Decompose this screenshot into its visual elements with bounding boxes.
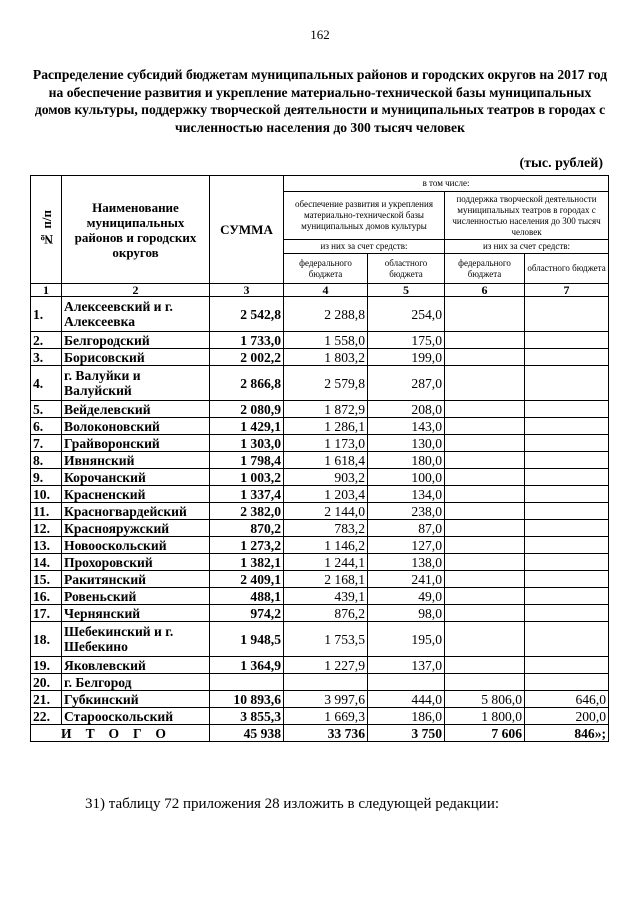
total-sum: 45 938 bbox=[210, 725, 284, 742]
row-regional-1: 180,0 bbox=[368, 452, 445, 469]
header-group-culture-houses: обеспечение развития и укрепления материально-технической базы муниципальных домов культуры bbox=[284, 192, 445, 240]
total-row bbox=[31, 725, 609, 742]
column-index: 7 bbox=[525, 284, 609, 297]
row-regional-2 bbox=[525, 452, 609, 469]
header-group-theatres: поддержка творческой деятельности муниципальных театров в городах с численностью населения до 300 тысяч человек bbox=[445, 192, 609, 240]
row-federal-1: 1 803,2 bbox=[284, 349, 368, 366]
row-federal-2 bbox=[445, 435, 525, 452]
row-federal-1: 1 558,0 bbox=[284, 332, 368, 349]
row-name: Белгородский bbox=[62, 332, 210, 349]
header-sources-1: из них за счет средств: bbox=[284, 240, 445, 254]
header-federal-1: федерального бюджета bbox=[284, 254, 368, 284]
row-regional-2 bbox=[525, 605, 609, 622]
row-regional-1 bbox=[368, 674, 445, 691]
row-number: 1. bbox=[31, 297, 62, 332]
row-number: 9. bbox=[31, 469, 62, 486]
row-regional-1: 287,0 bbox=[368, 366, 445, 401]
subsidy-table bbox=[30, 175, 609, 742]
row-sum: 2 866,8 bbox=[210, 366, 284, 401]
row-federal-2 bbox=[445, 349, 525, 366]
row-federal-1: 1 286,1 bbox=[284, 418, 368, 435]
row-regional-2 bbox=[525, 297, 609, 332]
column-index: 5 bbox=[368, 284, 445, 297]
row-sum: 1 382,1 bbox=[210, 554, 284, 571]
row-regional-2 bbox=[525, 622, 609, 657]
row-federal-2: 1 800,0 bbox=[445, 708, 525, 725]
row-federal-1: 1 203,4 bbox=[284, 486, 368, 503]
row-name: Губкинский bbox=[62, 691, 210, 708]
row-federal-1: 1 173,0 bbox=[284, 435, 368, 452]
table-row bbox=[31, 297, 609, 332]
row-federal-1 bbox=[284, 674, 368, 691]
row-number: 14. bbox=[31, 554, 62, 571]
table-row bbox=[31, 554, 609, 571]
document-title: Распределение субсидий бюджетам муниципальных районов и городских округов на 2017 год на обеспечение развития и укрепление материально-технической базы муниципальных домов культуры, поддержку творческой деятельности и муниципальных театров в городах с численностью населения до 300 тысяч человек bbox=[32, 67, 608, 135]
row-federal-2 bbox=[445, 605, 525, 622]
row-federal-2 bbox=[445, 588, 525, 605]
row-federal-2 bbox=[445, 418, 525, 435]
row-federal-2 bbox=[445, 486, 525, 503]
row-federal-2 bbox=[445, 674, 525, 691]
row-regional-2 bbox=[525, 435, 609, 452]
table-row bbox=[31, 469, 609, 486]
table-row bbox=[31, 349, 609, 366]
row-name: Чернянский bbox=[62, 605, 210, 622]
row-federal-2 bbox=[445, 571, 525, 588]
table-row bbox=[31, 435, 609, 452]
total-regional-1: 3 750 bbox=[368, 725, 445, 742]
row-regional-2: 200,0 bbox=[525, 708, 609, 725]
row-federal-1: 2 288,8 bbox=[284, 297, 368, 332]
table-row bbox=[31, 674, 609, 691]
row-sum: 1 798,4 bbox=[210, 452, 284, 469]
row-regional-1: 208,0 bbox=[368, 401, 445, 418]
row-regional-2 bbox=[525, 469, 609, 486]
table-row bbox=[31, 332, 609, 349]
row-name: Ровеньский bbox=[62, 588, 210, 605]
row-regional-1: 134,0 bbox=[368, 486, 445, 503]
row-regional-1: 238,0 bbox=[368, 503, 445, 520]
row-federal-2 bbox=[445, 503, 525, 520]
table-row bbox=[31, 452, 609, 469]
row-regional-2 bbox=[525, 537, 609, 554]
row-federal-1: 783,2 bbox=[284, 520, 368, 537]
row-federal-1: 439,1 bbox=[284, 588, 368, 605]
row-number: 22. bbox=[31, 708, 62, 725]
row-regional-2 bbox=[525, 571, 609, 588]
row-federal-1: 3 997,6 bbox=[284, 691, 368, 708]
row-regional-2 bbox=[525, 588, 609, 605]
column-index: 4 bbox=[284, 284, 368, 297]
row-federal-2 bbox=[445, 297, 525, 332]
row-sum: 1 273,2 bbox=[210, 537, 284, 554]
row-name: Алексеевский и г. Алексеевка bbox=[62, 297, 210, 332]
row-federal-1: 2 579,8 bbox=[284, 366, 368, 401]
row-number: 12. bbox=[31, 520, 62, 537]
row-regional-2 bbox=[525, 418, 609, 435]
row-regional-2 bbox=[525, 674, 609, 691]
table-row bbox=[31, 605, 609, 622]
row-sum: 2 080,9 bbox=[210, 401, 284, 418]
row-sum: 1 429,1 bbox=[210, 418, 284, 435]
row-regional-2 bbox=[525, 349, 609, 366]
row-regional-2 bbox=[525, 554, 609, 571]
row-number: 20. bbox=[31, 674, 62, 691]
total-regional-2: 846»; bbox=[525, 725, 609, 742]
row-federal-1: 2 168,1 bbox=[284, 571, 368, 588]
row-federal-1: 876,2 bbox=[284, 605, 368, 622]
header-sources-2: из них за счет средств: bbox=[445, 240, 609, 254]
row-regional-1: 137,0 bbox=[368, 657, 445, 674]
header-including: в том числе: bbox=[284, 176, 609, 192]
row-regional-2 bbox=[525, 401, 609, 418]
row-federal-1: 1 146,2 bbox=[284, 537, 368, 554]
row-number: 11. bbox=[31, 503, 62, 520]
row-regional-2 bbox=[525, 520, 609, 537]
header-sum: СУММА bbox=[210, 176, 284, 284]
row-name: Вейделевский bbox=[62, 401, 210, 418]
row-number: 15. bbox=[31, 571, 62, 588]
row-regional-2 bbox=[525, 366, 609, 401]
header-number: № п/п bbox=[31, 176, 62, 284]
row-number: 10. bbox=[31, 486, 62, 503]
row-federal-2 bbox=[445, 537, 525, 554]
row-federal-1: 903,2 bbox=[284, 469, 368, 486]
row-number: 18. bbox=[31, 622, 62, 657]
total-label: ИТОГО bbox=[31, 725, 210, 742]
row-number: 2. bbox=[31, 332, 62, 349]
row-number: 5. bbox=[31, 401, 62, 418]
row-name: Корочанский bbox=[62, 469, 210, 486]
row-regional-1: 87,0 bbox=[368, 520, 445, 537]
header-federal-2: федерального бюджета bbox=[445, 254, 525, 284]
row-federal-1: 1 244,1 bbox=[284, 554, 368, 571]
row-sum: 2 382,0 bbox=[210, 503, 284, 520]
row-name: Старооскольский bbox=[62, 708, 210, 725]
table-row bbox=[31, 418, 609, 435]
table-row bbox=[31, 708, 609, 725]
row-federal-2 bbox=[445, 657, 525, 674]
column-index: 6 bbox=[445, 284, 525, 297]
row-name: Волоконовский bbox=[62, 418, 210, 435]
row-federal-1: 2 144,0 bbox=[284, 503, 368, 520]
table-row bbox=[31, 503, 609, 520]
row-sum: 2 542,8 bbox=[210, 297, 284, 332]
row-sum: 1 337,4 bbox=[210, 486, 284, 503]
row-name: Борисовский bbox=[62, 349, 210, 366]
row-federal-1: 1 872,9 bbox=[284, 401, 368, 418]
table-row bbox=[31, 401, 609, 418]
row-sum: 488,1 bbox=[210, 588, 284, 605]
table-row bbox=[31, 520, 609, 537]
row-regional-2 bbox=[525, 486, 609, 503]
row-number: 6. bbox=[31, 418, 62, 435]
page-number: 162 bbox=[310, 27, 330, 42]
row-name: Прохоровский bbox=[62, 554, 210, 571]
row-regional-2: 646,0 bbox=[525, 691, 609, 708]
row-regional-2 bbox=[525, 657, 609, 674]
row-sum: 10 893,6 bbox=[210, 691, 284, 708]
row-federal-2 bbox=[445, 332, 525, 349]
row-name: Красненский bbox=[62, 486, 210, 503]
row-name: Ракитянский bbox=[62, 571, 210, 588]
row-regional-2 bbox=[525, 503, 609, 520]
row-sum: 870,2 bbox=[210, 520, 284, 537]
row-federal-2 bbox=[445, 366, 525, 401]
row-sum: 3 855,3 bbox=[210, 708, 284, 725]
row-regional-1: 98,0 bbox=[368, 605, 445, 622]
row-regional-1: 127,0 bbox=[368, 537, 445, 554]
row-federal-2 bbox=[445, 401, 525, 418]
row-sum: 1 733,0 bbox=[210, 332, 284, 349]
row-federal-1: 1 618,4 bbox=[284, 452, 368, 469]
row-regional-1: 100,0 bbox=[368, 469, 445, 486]
row-name: Грайворонский bbox=[62, 435, 210, 452]
row-sum: 1 303,0 bbox=[210, 435, 284, 452]
units-label: (тыс. рублей) bbox=[519, 156, 603, 171]
row-name: Шебекинский и г. Шебекино bbox=[62, 622, 210, 657]
row-number: 21. bbox=[31, 691, 62, 708]
header-regional-1: областного бюджета bbox=[368, 254, 445, 284]
row-regional-1: 444,0 bbox=[368, 691, 445, 708]
row-name: г. Белгород bbox=[62, 674, 210, 691]
row-federal-1: 1 227,9 bbox=[284, 657, 368, 674]
row-sum: 2 409,1 bbox=[210, 571, 284, 588]
total-federal-2: 7 606 bbox=[445, 725, 525, 742]
table-row bbox=[31, 622, 609, 657]
row-regional-1: 143,0 bbox=[368, 418, 445, 435]
total-federal-1: 33 736 bbox=[284, 725, 368, 742]
row-name: Ивнянский bbox=[62, 452, 210, 469]
row-regional-1: 254,0 bbox=[368, 297, 445, 332]
footer-text: 31) таблицу 72 приложения 28 изложить в следующей редакции: bbox=[85, 796, 500, 812]
row-regional-1: 138,0 bbox=[368, 554, 445, 571]
row-sum: 1 948,5 bbox=[210, 622, 284, 657]
table-row bbox=[31, 657, 609, 674]
row-name: Яковлевский bbox=[62, 657, 210, 674]
row-sum: 1 003,2 bbox=[210, 469, 284, 486]
row-federal-2 bbox=[445, 622, 525, 657]
row-regional-2 bbox=[525, 332, 609, 349]
column-index: 1 bbox=[31, 284, 62, 297]
row-federal-2: 5 806,0 bbox=[445, 691, 525, 708]
row-federal-1: 1 753,5 bbox=[284, 622, 368, 657]
row-number: 4. bbox=[31, 366, 62, 401]
row-number: 13. bbox=[31, 537, 62, 554]
table-row bbox=[31, 691, 609, 708]
table-row bbox=[31, 486, 609, 503]
table-row bbox=[31, 588, 609, 605]
column-index: 2 bbox=[62, 284, 210, 297]
row-federal-2 bbox=[445, 452, 525, 469]
row-sum: 974,2 bbox=[210, 605, 284, 622]
row-name: Краснояружский bbox=[62, 520, 210, 537]
row-federal-2 bbox=[445, 469, 525, 486]
row-sum bbox=[210, 674, 284, 691]
row-number: 19. bbox=[31, 657, 62, 674]
row-regional-1: 49,0 bbox=[368, 588, 445, 605]
row-number: 16. bbox=[31, 588, 62, 605]
row-name: г. Валуйки и Валуйский bbox=[62, 366, 210, 401]
header-name: Наименование муниципальных районов и городских округов bbox=[62, 176, 210, 284]
row-federal-2 bbox=[445, 554, 525, 571]
row-sum: 1 364,9 bbox=[210, 657, 284, 674]
row-federal-2 bbox=[445, 520, 525, 537]
table-row bbox=[31, 537, 609, 554]
table-row bbox=[31, 366, 609, 401]
row-name: Красногвардейский bbox=[62, 503, 210, 520]
row-number: 3. bbox=[31, 349, 62, 366]
header-regional-2: областного бюджета bbox=[525, 254, 609, 284]
row-regional-1: 130,0 bbox=[368, 435, 445, 452]
row-sum: 2 002,2 bbox=[210, 349, 284, 366]
row-regional-1: 199,0 bbox=[368, 349, 445, 366]
table-row bbox=[31, 571, 609, 588]
row-federal-1: 1 669,3 bbox=[284, 708, 368, 725]
row-number: 8. bbox=[31, 452, 62, 469]
row-regional-1: 186,0 bbox=[368, 708, 445, 725]
column-index: 3 bbox=[210, 284, 284, 297]
row-name: Новооскольский bbox=[62, 537, 210, 554]
row-regional-1: 241,0 bbox=[368, 571, 445, 588]
row-number: 7. bbox=[31, 435, 62, 452]
row-regional-1: 195,0 bbox=[368, 622, 445, 657]
row-number: 17. bbox=[31, 605, 62, 622]
row-regional-1: 175,0 bbox=[368, 332, 445, 349]
